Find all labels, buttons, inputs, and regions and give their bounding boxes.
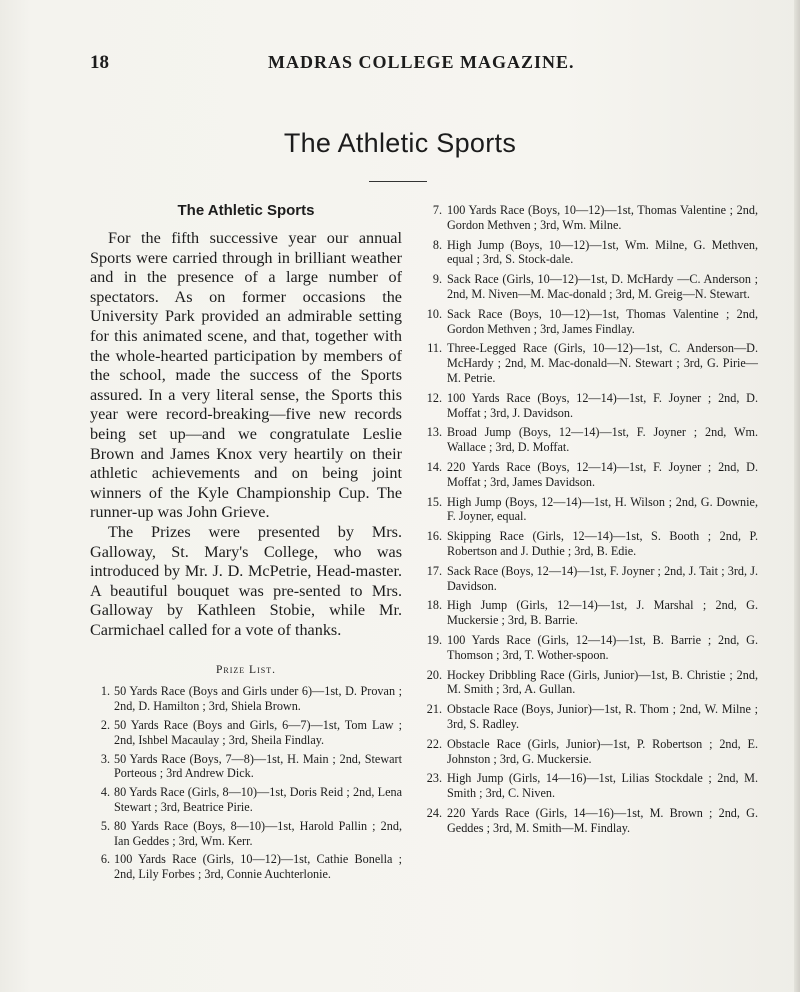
prize-number: 5. bbox=[100, 818, 110, 833]
prize-result-text: Three-Legged Race (Girls, 10—12)—1st, C. Anderson—D. McHardy ; 2nd, M. Mac-donald—N. Stewart ; 3rd, G. Pirie—M. Petrie. bbox=[447, 341, 758, 385]
prize-number: 15. bbox=[426, 494, 442, 509]
prize-number: 23. bbox=[426, 771, 442, 786]
prize-list-item bbox=[90, 684, 402, 714]
prize-result-text: Sack Race (Boys, 12—14)—1st, F. Joyner ; 2nd, J. Tait ; 3rd, J. Davidson. bbox=[447, 563, 758, 593]
prize-result-text: High Jump (Boys, 12—14)—1st, H. Wilson ; 2nd, G. Downie, F. Joyner, equal. bbox=[447, 494, 758, 524]
prize-list-item bbox=[420, 307, 758, 337]
prize-number: 6. bbox=[100, 852, 110, 867]
prize-number: 24. bbox=[426, 805, 442, 820]
prize-number: 7. bbox=[432, 203, 442, 217]
prize-list-item bbox=[90, 752, 402, 782]
prize-number: 19. bbox=[426, 632, 442, 647]
prize-list-item bbox=[420, 495, 758, 525]
prize-number: 4. bbox=[100, 785, 110, 800]
prize-list-item bbox=[90, 718, 402, 748]
prize-number: 1. bbox=[100, 684, 110, 699]
magazine-title: MADRAS COLLEGE MAGAZINE. bbox=[268, 52, 575, 72]
prize-result-text: Sack Race (Boys, 10—12)—1st, Thomas Valentine ; 2nd, Gordon Methven ; 3rd, James Findlay. bbox=[447, 306, 758, 336]
prize-number: 10. bbox=[426, 306, 442, 321]
prize-list-item bbox=[420, 702, 758, 732]
prize-result-text: 80 Yards Race (Boys, 8—10)—1st, Harold Pallin ; 2nd, Ian Geddes ; 3rd, Wm. Kerr. bbox=[114, 818, 402, 848]
prize-result-text: 220 Yards Race (Boys, 12—14)—1st, F. Joyner ; 2nd, D. Moffat ; 3rd, James Davidson. bbox=[447, 459, 758, 489]
prize-number: 12. bbox=[426, 390, 442, 405]
prize-list-item bbox=[90, 819, 402, 849]
article-paragraph: For the fifth successive year our annual Sports were carried through in brilliant weather and in the presence of a large number of spectators. As on former occasions the University Park provided an admirable setting for this animated scene, and that, together with the whole-hearted participation by members of the school, made the success of the Sports assured. In a very literal sense, the Sports this year were record-breaking—five new records being set up—and we congratulate Leslie Brown and James Knox very heartily on their athletic achievements and on being joint winners of the Kyle Championship Cup. The runner-up was John Grieve. bbox=[90, 229, 402, 522]
prize-list-item bbox=[420, 806, 758, 836]
prize-result-text: 80 Yards Race (Girls, 8—10)—1st, Doris Reid ; 2nd, Lena Stewart ; 3rd, Beatrice Pirie. bbox=[114, 785, 402, 815]
prize-number: 20. bbox=[426, 667, 442, 682]
running-header bbox=[90, 52, 756, 76]
prize-number: 14. bbox=[426, 459, 442, 474]
prize-result-text: 100 Yards Race (Boys, 12—14)—1st, F. Joyner ; 2nd, D. Moffat ; 3rd, J. Davidson. bbox=[447, 390, 758, 420]
prize-result-text: 50 Yards Race (Boys, 7—8)—1st, H. Main ; 2nd, Stewart Porteous ; 3rd Andrew Dick. bbox=[114, 751, 402, 781]
prize-number: 17. bbox=[426, 563, 442, 578]
prize-result-text: High Jump (Boys, 10—12)—1st, Wm. Milne, G. Methven, equal ; 3rd, S. Stock-dale. bbox=[447, 237, 758, 267]
prize-number: 13. bbox=[426, 425, 442, 440]
prize-result-text: Obstacle Race (Girls, Junior)—1st, P. Robertson ; 2nd, E. Johnston ; 3rd, G. Muckersie. bbox=[447, 736, 758, 766]
prize-list-item bbox=[420, 238, 758, 268]
prize-number: 16. bbox=[426, 529, 442, 544]
prize-list-item bbox=[420, 460, 758, 490]
prize-number: 9. bbox=[432, 272, 442, 287]
prize-list-item bbox=[420, 771, 758, 801]
prize-result-text: Skipping Race (Girls, 12—14)—1st, S. Booth ; 2nd, P. Robertson and J. Duthie ; 3rd, B. Edie. bbox=[447, 529, 758, 558]
prize-list-item bbox=[90, 785, 402, 815]
left-column bbox=[90, 202, 402, 886]
prize-list-item bbox=[420, 425, 758, 455]
prize-number: 22. bbox=[426, 736, 442, 751]
prize-list-item bbox=[420, 203, 758, 233]
prize-list-item bbox=[420, 598, 758, 628]
prize-number: 18. bbox=[426, 598, 442, 613]
prize-result-text: Obstacle Race (Boys, Junior)—1st, R. Thom ; 2nd, W. Milne ; 3rd, S. Radley. bbox=[447, 702, 758, 731]
prize-result-text: 220 Yards Race (Girls, 14—16)—1st, M. Brown ; 2nd, G. Geddes ; 3rd, M. Smith—M. Findlay. bbox=[447, 805, 758, 835]
prize-number: 8. bbox=[432, 237, 442, 252]
prize-list-item bbox=[420, 529, 758, 559]
prize-result-text: 100 Yards Race (Girls, 12—14)—1st, B. Barrie ; 2nd, G. Thomson ; 3rd, T. Wother-spoon. bbox=[447, 632, 758, 662]
right-column bbox=[420, 203, 758, 840]
prize-list-item bbox=[420, 737, 758, 767]
page-title: The Athletic Sports bbox=[283, 128, 517, 158]
prize-result-text: Sack Race (Girls, 10—12)—1st, D. McHardy —C. Anderson ; 2nd, M. Niven—M. Mac-donald ; 3rd, M. Greig—N. Stewart. bbox=[447, 272, 758, 301]
prize-list-item bbox=[420, 668, 758, 698]
prize-result-text: High Jump (Girls, 12—14)—1st, J. Marshal ; 2nd, G. Muckersie ; 3rd, B. Barrie. bbox=[447, 598, 758, 628]
prize-number: 2. bbox=[100, 718, 110, 733]
prize-number: 3. bbox=[100, 751, 110, 766]
prize-list-item bbox=[420, 633, 758, 663]
prize-list-item bbox=[420, 564, 758, 594]
prize-list-heading: Prize List. bbox=[216, 664, 276, 677]
prize-list-item bbox=[420, 391, 758, 421]
prize-list-item bbox=[420, 272, 758, 302]
prize-number: 11. bbox=[427, 341, 442, 356]
article-paragraph: The Prizes were presented by Mrs. Galloway, St. Mary's College, who was introduced by Mr. J. D. McPetrie, Head-master. A beautiful bouquet was pre-sented to Mrs. Galloway by Kathleen Stobie, while Mr. Carmichael called for a vote of thanks. bbox=[90, 522, 402, 639]
article-heading: The Athletic Sports bbox=[177, 202, 315, 219]
prize-list-left bbox=[90, 684, 402, 882]
prize-result-text: 50 Yards Race (Boys and Girls, 6—7)—1st, Tom Law ; 2nd, Ishbel Macaulay ; 3rd, Sheila Findlay. bbox=[114, 718, 402, 747]
prize-result-text: High Jump (Girls, 14—16)—1st, Lilias Stockdale ; 2nd, M. Smith ; 3rd, C. Niven. bbox=[447, 771, 758, 801]
prize-result-text: Hockey Dribbling Race (Girls, Junior)—1st, B. Christie ; 2nd, M. Smith ; 3rd, A. Gullan. bbox=[447, 667, 758, 697]
prize-number: 21. bbox=[426, 702, 442, 717]
prize-list-item bbox=[90, 852, 402, 882]
title-divider bbox=[369, 181, 427, 182]
prize-result-text: 50 Yards Race (Boys and Girls under 6)—1st, D. Provan ; 2nd, D. Hamilton ; 3rd, Shiela Brown. bbox=[114, 684, 402, 714]
prize-result-text: Broad Jump (Boys, 12—14)—1st, F. Joyner ; 2nd, Wm. Wallace ; 3rd, D. Moffat. bbox=[447, 425, 758, 455]
prize-result-text: 100 Yards Race (Girls, 10—12)—1st, Cathie Bonella ; 2nd, Lily Forbes ; 3rd, Connie Auchterlonie. bbox=[114, 852, 402, 882]
prize-list-right bbox=[420, 203, 758, 835]
page-number: 18 bbox=[90, 52, 109, 73]
prize-result-text: 100 Yards Race (Boys, 10—12)—1st, Thomas Valentine ; 2nd, Gordon Methven ; 3rd, Wm. Milne. bbox=[447, 203, 758, 232]
prize-list-item bbox=[420, 341, 758, 385]
